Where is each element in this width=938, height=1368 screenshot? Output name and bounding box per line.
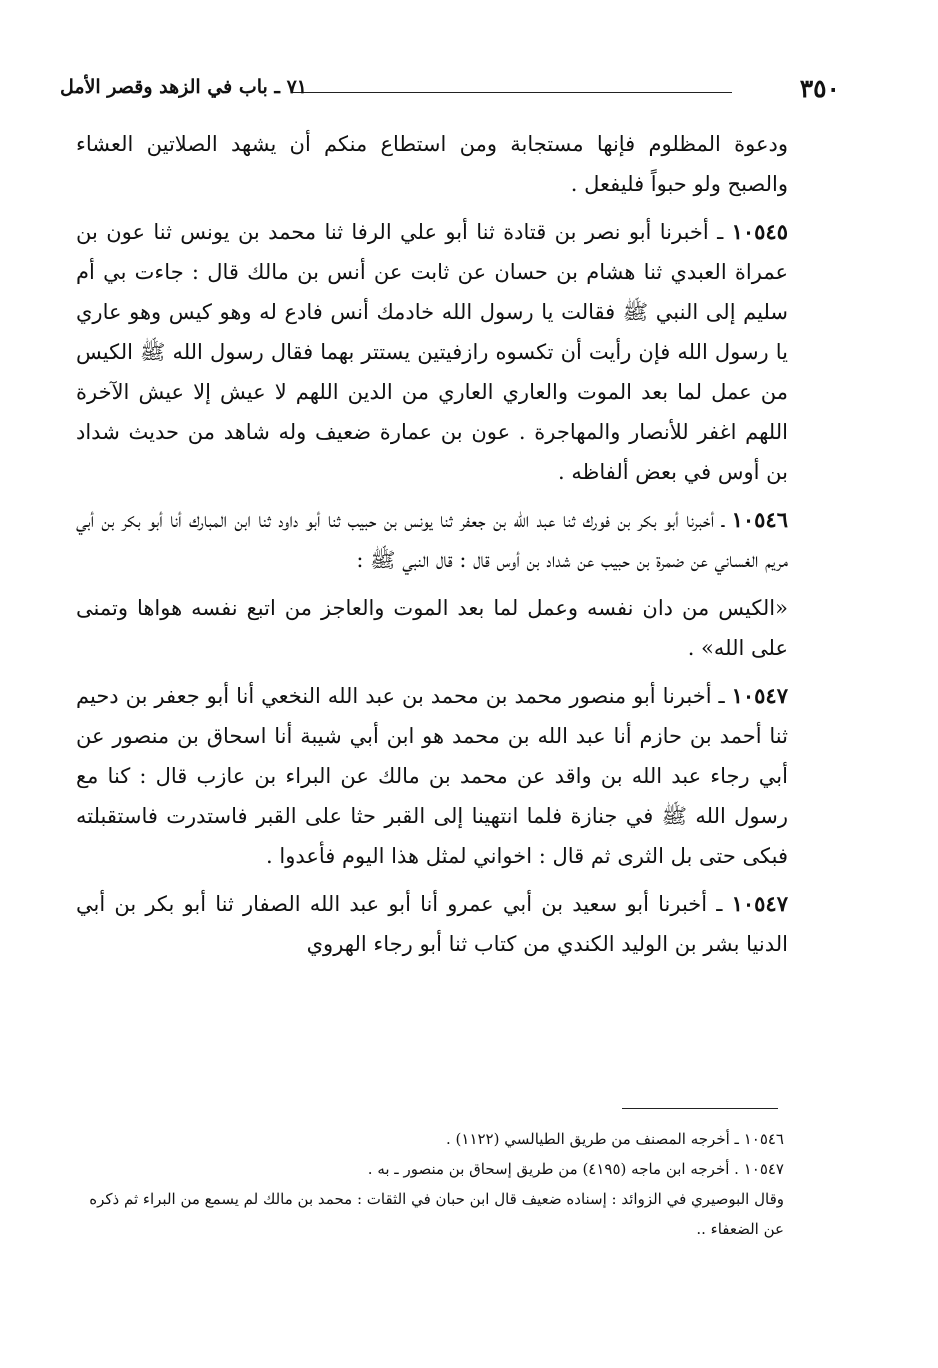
running-title: ٧١ ـ باب في الزهد وقصر الأمل: [60, 76, 308, 98]
entry-text: ـ أخبرنا أبو بكر بن فورك ثنا عبد الله بن جعفر ثنا يونس بن حبيب ثنا أبو داود ثنا ابن المبارك أنا أبو بكر بن أبي مريم الغساني عن ضمرة بن حبيب عن شداد بن أوس قال : قال النبي ﷺ :: [76, 508, 788, 572]
hadith-10547-b: [76, 884, 788, 964]
page-number: ٣٥٠: [799, 74, 840, 103]
hadith-10546: [76, 500, 788, 580]
page-header: [60, 74, 850, 110]
entry-text: ـ أخبرنا أبو منصور محمد بن محمد بن عبد الله النخعي أنا أبو جعفر بن دحيم ثنا أحمد بن حازم أنا عبد الله بن محمد هو ابن أبي شيبة أنا اسحاق بن منصور عن أبي رجاء عبد الله بن واقد عن محمد بن مالك عن البراء بن عازب قال : كنا مع رسول الله ﷺ في جنازة فلما انتهينا إلى القبر حثا على القبر فاستدرت فاستقبلته فبكى حتى بل الثرى ثم قال : اخواني لمثل هذا اليوم فأعدوا .: [76, 684, 788, 868]
main-text: [76, 124, 788, 972]
footnote-bullet: .: [696, 1220, 702, 1238]
entry-text: ـ أخبرنا أبو سعيد بن أبي عمرو أنا أبو عبد الله الصفار ثنا أبو بكر بن أبي الدنيا بشر بن الوليد الكندي من كتاب ثنا أبو رجاء الهروي: [76, 892, 788, 956]
entry-number: ١٠٥٤٥: [731, 219, 788, 244]
entry-number: ١٠٥٤٧: [731, 683, 788, 708]
footnote-text: وقال البوصيري في الزوائد : إسناده ضعيف قال ابن حبان في الثقات : محمد بن مالك لم يسمع من البراء ثم ذكره عن الضعفاء .: [89, 1190, 784, 1238]
entry-number: ١٠٥٤٦: [731, 507, 788, 532]
footnote-busiri: [70, 1184, 784, 1244]
paragraph-continuation: ودعوة المظلوم فإنها مستجابة ومن استطاع منكم أن يشهد الصلاتين العشاء والصبح ولو حبواً فليفعل .: [76, 132, 788, 196]
footnote-rule: [622, 1108, 778, 1109]
entry-text: ـ أخبرنا أبو نصر بن قتادة ثنا أبو علي الرفا ثنا محمد بن يونس ثنا عون بن عمراة العبدي ثنا هشام بن حسان عن ثابت عن أنس بن مالك قال : جاءت بي أم سليم إلى النبي ﷺ فقالت يا رسول الله خادمك أنس فادع له وهو كيس وهو عاري يا رسول الله فإن رأيت أن تكسوه رازفيتين يستتر بهما فقال رسول الله ﷺ الكيس من عمل لما بعد الموت والعاري العاري من الدين اللهم لا عيش إلا عيش الآخرة اللهم اغفر للأنصار والمهاجرة . عون بن عمارة ضعيف وله شاهد من حديث شداد بن أوس في بعض ألفاظه .: [76, 220, 788, 484]
header-rule: [292, 92, 732, 93]
hadith-quote: «الكيس من دان نفسه وعمل لما بعد الموت والعاجز من اتبع نفسه هواها وتمنى على الله» .: [76, 596, 788, 660]
entry-number: ١٠٥٤٧: [731, 891, 788, 916]
footnote-10546: ١٠٥٤٦ ـ أخرجه المصنف من طريق الطيالسي (١١٢٢) .: [446, 1130, 784, 1148]
hadith-10545: [76, 212, 788, 492]
hadith-10547: [76, 676, 788, 876]
footnotes: [70, 1124, 784, 1244]
footnote-10547: ١٠٥٤٧ . أخرجه ابن ماجه (٤١٩٥) من طريق إسحاق بن منصور ـ به .: [367, 1160, 784, 1178]
